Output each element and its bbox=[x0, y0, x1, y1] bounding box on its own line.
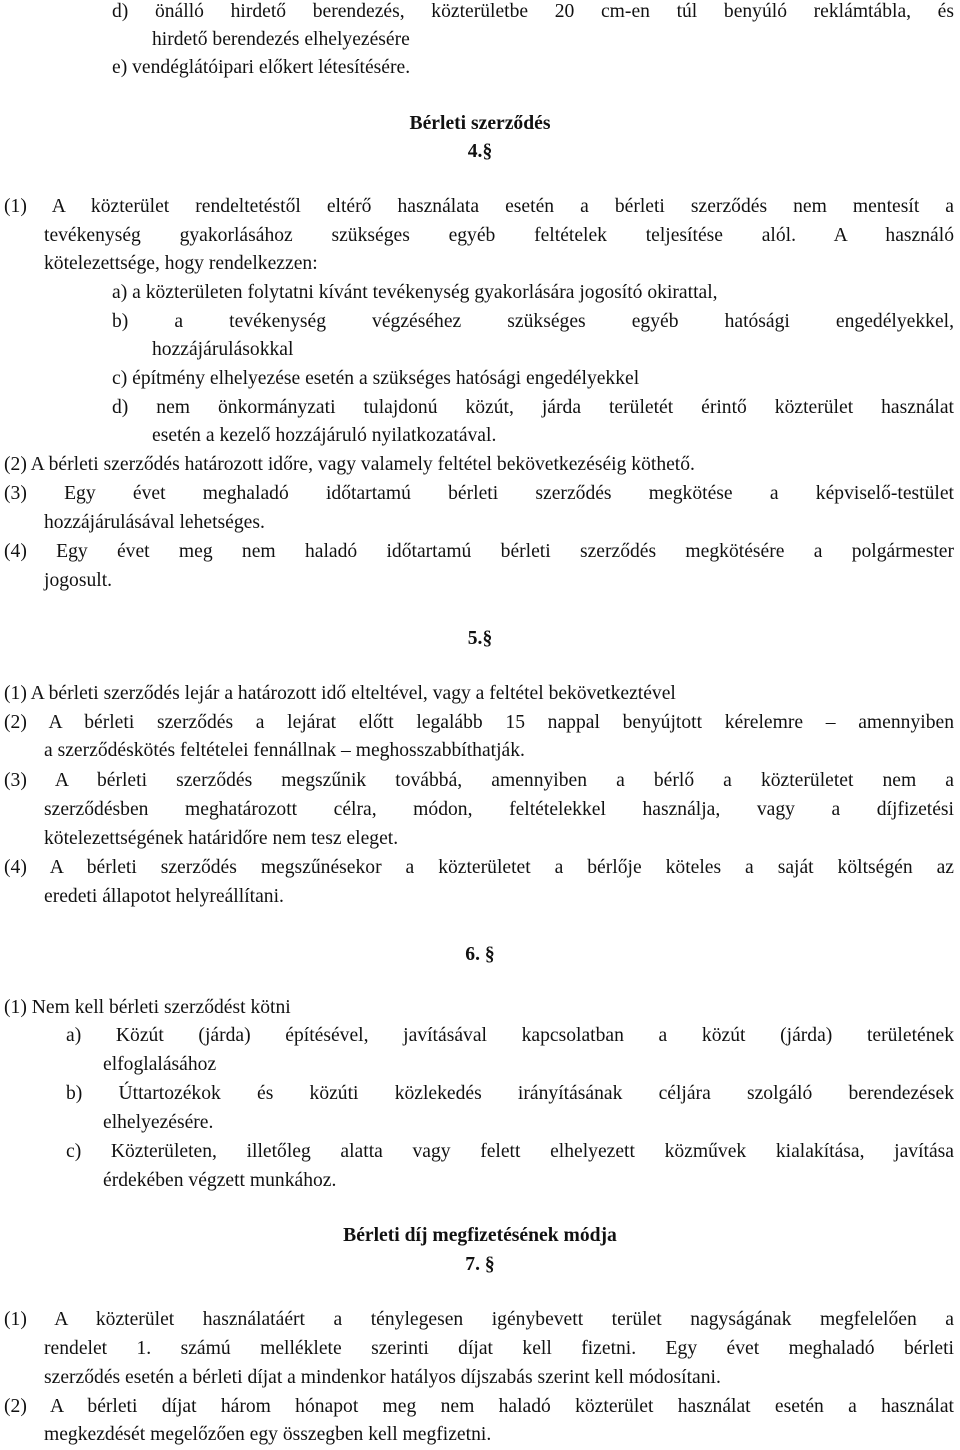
s5-para-3-line-3: kötelezettségének határidőre nem tesz eleget. bbox=[44, 828, 399, 849]
s6-item-a-line-2: elfoglalásához bbox=[103, 1054, 217, 1075]
section-heading-berleti-dij: Bérleti díj megfizetésének módja bbox=[343, 1225, 617, 1246]
s4-item-c: c) építmény elhelyezése esetén a szükséges hatósági engedélyekkel bbox=[112, 368, 640, 389]
s4-item-b-line-1: b) a tevékenység végzéséhez szükséges egyéb hatósági engedélyekkel, bbox=[112, 311, 954, 332]
s4-item-d-line-2: esetén a kezelő hozzájáruló nyilatkozatával. bbox=[152, 425, 497, 446]
s6-item-a-line-1: a) Közút (járda) építésével, javításával kapcsolatban a közút (járda) területének bbox=[66, 1025, 954, 1046]
section-heading-berleti-szerzodes: Bérleti szerződés bbox=[409, 113, 551, 134]
s7-para-2-line-1: (2) A bérleti díjat három hónapot meg nem haladó közterület használat esetén a használat bbox=[4, 1396, 954, 1417]
s4-para-4-line-2: jogosult. bbox=[44, 570, 113, 591]
s4-item-a: a) a közterületen folytatni kívánt tevékenység gyakorlására jogosító okirattal, bbox=[112, 282, 718, 303]
s7-para-2-line-2: megkezdését megelőzően egy összegben kell megfizetni. bbox=[44, 1424, 492, 1445]
s4-para-1-line-3: kötelezettsége, hogy rendelkezzen: bbox=[44, 253, 318, 274]
s6-item-c-line-1: c) Közterületen, illetőleg alatta vagy felett elhelyezett közművek kialakítása, javítása bbox=[66, 1141, 954, 1162]
s5-para-1: (1) A bérleti szerződés lejár a határozott idő elteltével, vagy a feltétel bekövetkeztével bbox=[4, 683, 676, 704]
s5-para-2-line-1: (2) A bérleti szerződés a lejárat előtt legalább 15 nappal benyújtott kérelemre – amennyiben bbox=[4, 712, 954, 733]
s4-para-1-line-2: tevékenység gyakorlásához szükséges egyéb feltételek teljesítése alól. A használó bbox=[44, 225, 954, 246]
list-item-d-line-1: d) önálló hirdető berendezés, közterületbe 20 cm-en túl benyúló reklámtábla, és bbox=[112, 1, 954, 22]
s7-para-1-line-3: szerződés esetén a bérleti díjat a mindenkor hatályos díjszabás szerint kell módosítani. bbox=[44, 1367, 721, 1388]
section-number-5: 5.§ bbox=[467, 628, 493, 649]
s4-para-3-line-2: hozzájárulásával lehetséges. bbox=[44, 512, 265, 533]
s6-item-c-line-2: érdekében végzett munkához. bbox=[103, 1170, 337, 1191]
s5-para-4-line-2: eredeti állapotot helyreállítani. bbox=[44, 886, 284, 907]
section-number-7: 7. § bbox=[465, 1254, 495, 1275]
list-item-e: e) vendéglátóipari előkert létesítésére. bbox=[112, 57, 411, 78]
s4-item-b-line-2: hozzájárulásokkal bbox=[152, 339, 294, 360]
s7-para-1-line-2: rendelet 1. számú melléklete szerinti díjat kell fizetni. Egy évet meghaladó bérleti bbox=[44, 1338, 954, 1359]
s4-para-3-line-1: (3) Egy évet meghaladó időtartamú bérleti szerződés megkötése a képviselő-testület bbox=[4, 483, 954, 504]
s6-item-b-line-2: elhelyezésére. bbox=[103, 1112, 214, 1133]
section-number-4: 4.§ bbox=[467, 141, 493, 162]
s4-para-1-line-1: (1) A közterület rendeltetéstől eltérő használata esetén a bérleti szerződés nem mentesít a bbox=[4, 196, 954, 217]
s6-para-1: (1) Nem kell bérleti szerződést kötni bbox=[4, 997, 291, 1018]
s4-para-2: (2) A bérleti szerződés határozott időre, vagy valamely feltétel bekövetkezéséig köthető. bbox=[4, 454, 695, 475]
list-item-d-line-2: hirdető berendezés elhelyezésére bbox=[152, 29, 410, 50]
s4-item-d-line-1: d) nem önkormányzati tulajdonú közút, járda területét érintő közterület használat bbox=[112, 397, 954, 418]
s7-para-1-line-1: (1) A közterület használatáért a ténylegesen igénybevett terület nagyságának megfelelően a bbox=[4, 1309, 954, 1330]
section-number-6: 6. § bbox=[465, 944, 495, 965]
s5-para-3-line-1: (3) A bérleti szerződés megszűnik továbbá, amennyiben a bérlő a közterületet nem a bbox=[4, 770, 954, 791]
s5-para-2-line-2: a szerződéskötés feltételei fennállnak – meghosszabbíthatják. bbox=[44, 740, 525, 761]
s6-item-b-line-1: b) Úttartozékok és közúti közlekedés irányításának céljára szolgáló berendezések bbox=[66, 1083, 954, 1104]
s4-para-4-line-1: (4) Egy évet meg nem haladó időtartamú bérleti szerződés megkötésére a polgármester bbox=[4, 541, 954, 562]
s5-para-4-line-1: (4) A bérleti szerződés megszűnésekor a közterületet a bérlője köteles a saját költségén az bbox=[4, 857, 954, 878]
s5-para-3-line-2: szerződésben meghatározott célra, módon, feltételekkel használja, vagy a díjfizetési bbox=[44, 799, 954, 820]
